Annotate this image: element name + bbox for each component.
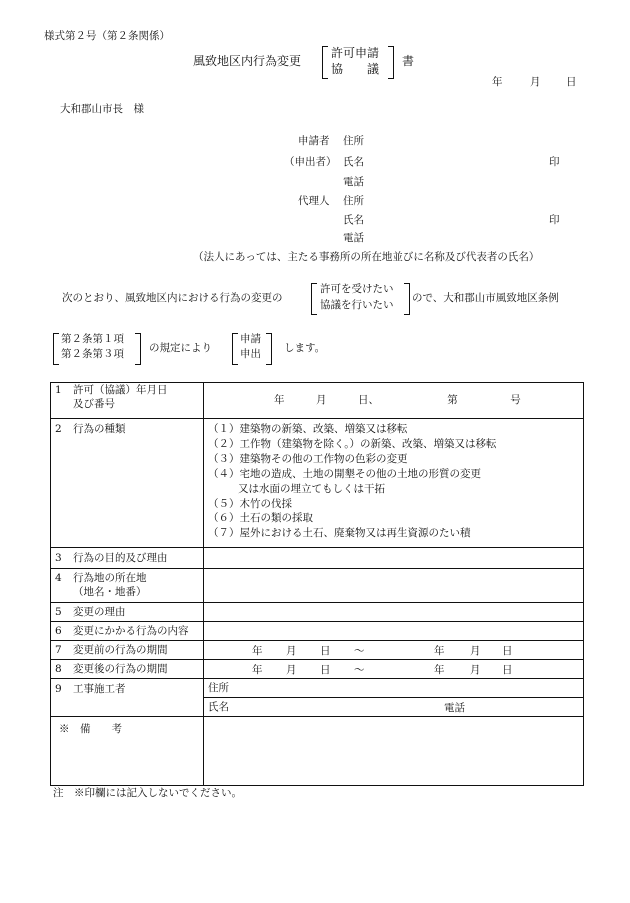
body-text-2b: します。	[284, 342, 326, 354]
agent-seal: 印	[549, 214, 560, 226]
agent-role: 代理人	[298, 195, 330, 207]
act-type-item-7[interactable]: （７）屋外における土石、廃棄物又は再生資源のたい積	[208, 527, 471, 540]
period-after-field[interactable]: 年 月 日 ～ 年 月 日	[204, 660, 584, 679]
table-row-change-reason	[51, 603, 584, 622]
applicant-role-alt: （申出者）	[284, 156, 337, 168]
addressee: 大和郡山市長 様	[60, 103, 144, 115]
body-bracket-2-right	[135, 333, 141, 365]
body-bracket-1-left	[311, 283, 317, 315]
permit-date-field[interactable]: 年 月 日、 第 号	[204, 383, 584, 419]
title-prefix: 風致地区内行為変更	[193, 54, 302, 68]
table-row-change-content	[51, 622, 584, 641]
change-content-label: 6 変更にかかる行為の内容	[51, 622, 204, 641]
act-type-item-2[interactable]: （２）工作物（建築物を除く。）の新築、改築、増築又は移転	[208, 437, 497, 450]
purpose-label: 3 行為の目的及び理由	[51, 548, 204, 569]
purpose-field[interactable]	[204, 548, 584, 569]
body-option-clause3: 第２条第３項	[61, 348, 124, 360]
act-type-item-3[interactable]: （３）建築物その他の工作物の色彩の変更	[208, 452, 408, 465]
applicant-seal: 印	[549, 156, 560, 168]
applicant-address-label: 住所	[343, 135, 364, 147]
table-row-contractor-address	[51, 679, 584, 698]
body-option-report: 申出	[240, 348, 261, 360]
title-suffix: 書	[402, 54, 415, 68]
change-reason-label: 5 変更の理由	[51, 603, 204, 622]
date-day: 日	[566, 76, 577, 88]
title-option-permit: 許可申請	[331, 46, 380, 60]
table-row-location	[51, 569, 584, 603]
table-row-act-type	[51, 419, 584, 548]
contractor-address-field[interactable]: 住所	[204, 679, 584, 698]
remarks-field	[204, 717, 584, 786]
body-option-permit: 許可を受けたい	[320, 283, 394, 295]
table-row-permit-date	[51, 383, 584, 419]
table-row-period-before	[51, 641, 584, 660]
agent-name-label: 氏名	[343, 214, 364, 226]
date-month: 月	[530, 76, 541, 88]
title-bracket-right	[388, 46, 394, 79]
application-table	[50, 382, 584, 786]
table-row-remarks	[51, 717, 584, 786]
title-bracket-left	[322, 46, 328, 79]
act-type-options[interactable]	[204, 419, 584, 548]
table-row-period-after	[51, 660, 584, 679]
permit-date-label: 1 許可（協議）年月日 及び番号	[51, 383, 204, 419]
body-option-clause1: 第２条第１項	[61, 333, 124, 345]
applicant-name-label: 氏名	[343, 156, 364, 168]
agent-address-label: 住所	[343, 195, 364, 207]
act-type-label: 2 行為の種類	[51, 419, 204, 548]
change-reason-field[interactable]	[204, 603, 584, 622]
title-option-consult: 協 議	[331, 62, 380, 76]
act-type-item-4[interactable]: （４）宅地の造成、土地の開墾その他の土地の形質の変更	[208, 467, 481, 480]
form-number: 様式第２号（第２条関係）	[44, 30, 170, 42]
contractor-label: 9 工事施工者	[51, 679, 204, 717]
body-bracket-3-left	[232, 333, 238, 365]
body-option-apply: 申請	[240, 333, 261, 345]
act-type-item-4-cont: 又は水面の埋立てもしくは干拓	[238, 482, 385, 495]
remarks-label: ※ 備 考	[51, 717, 204, 786]
period-before-field[interactable]: 年 月 日 ～ 年 月 日	[204, 641, 584, 660]
period-before-label: 7 変更前の行為の期間	[51, 641, 204, 660]
body-option-consult: 協議を行いたい	[320, 299, 394, 311]
table-row-purpose	[51, 548, 584, 569]
body-bracket-3-right	[266, 333, 272, 365]
act-type-item-5[interactable]: （５）木竹の伐採	[208, 497, 292, 510]
act-type-item-1[interactable]: （１）建築物の新築、改築、増築又は移転	[208, 423, 408, 435]
location-label: 4 行為地の所在地 （地名・地番）	[51, 569, 204, 603]
body-text-1b: ので、大和郡山市風致地区条例	[412, 292, 559, 304]
act-type-item-6[interactable]: （６）土石の類の採取	[208, 512, 313, 525]
body-bracket-1-right	[404, 283, 410, 315]
body-text-1a: 次のとおり、風致地区内における行為の変更の	[62, 292, 283, 304]
body-text-2a: の規定により	[149, 342, 212, 354]
change-content-field[interactable]	[204, 622, 584, 641]
contractor-name-field[interactable]: 氏名 電話	[204, 698, 584, 717]
footnote: 注 ※印欄には記入しないでください。	[53, 787, 242, 799]
period-after-label: 8 変更後の行為の期間	[51, 660, 204, 679]
contractor-phone-label: 電話	[444, 702, 465, 714]
date-year: 年	[492, 76, 503, 88]
agent-phone-label: 電話	[343, 232, 364, 244]
applicant-role: 申請者	[298, 135, 330, 147]
body-bracket-2-left	[53, 333, 59, 365]
corporation-note: （法人にあっては、主たる事務所の所在地並びに名称及び代表者の氏名）	[193, 251, 540, 263]
location-field[interactable]	[204, 569, 584, 603]
applicant-phone-label: 電話	[343, 176, 364, 188]
